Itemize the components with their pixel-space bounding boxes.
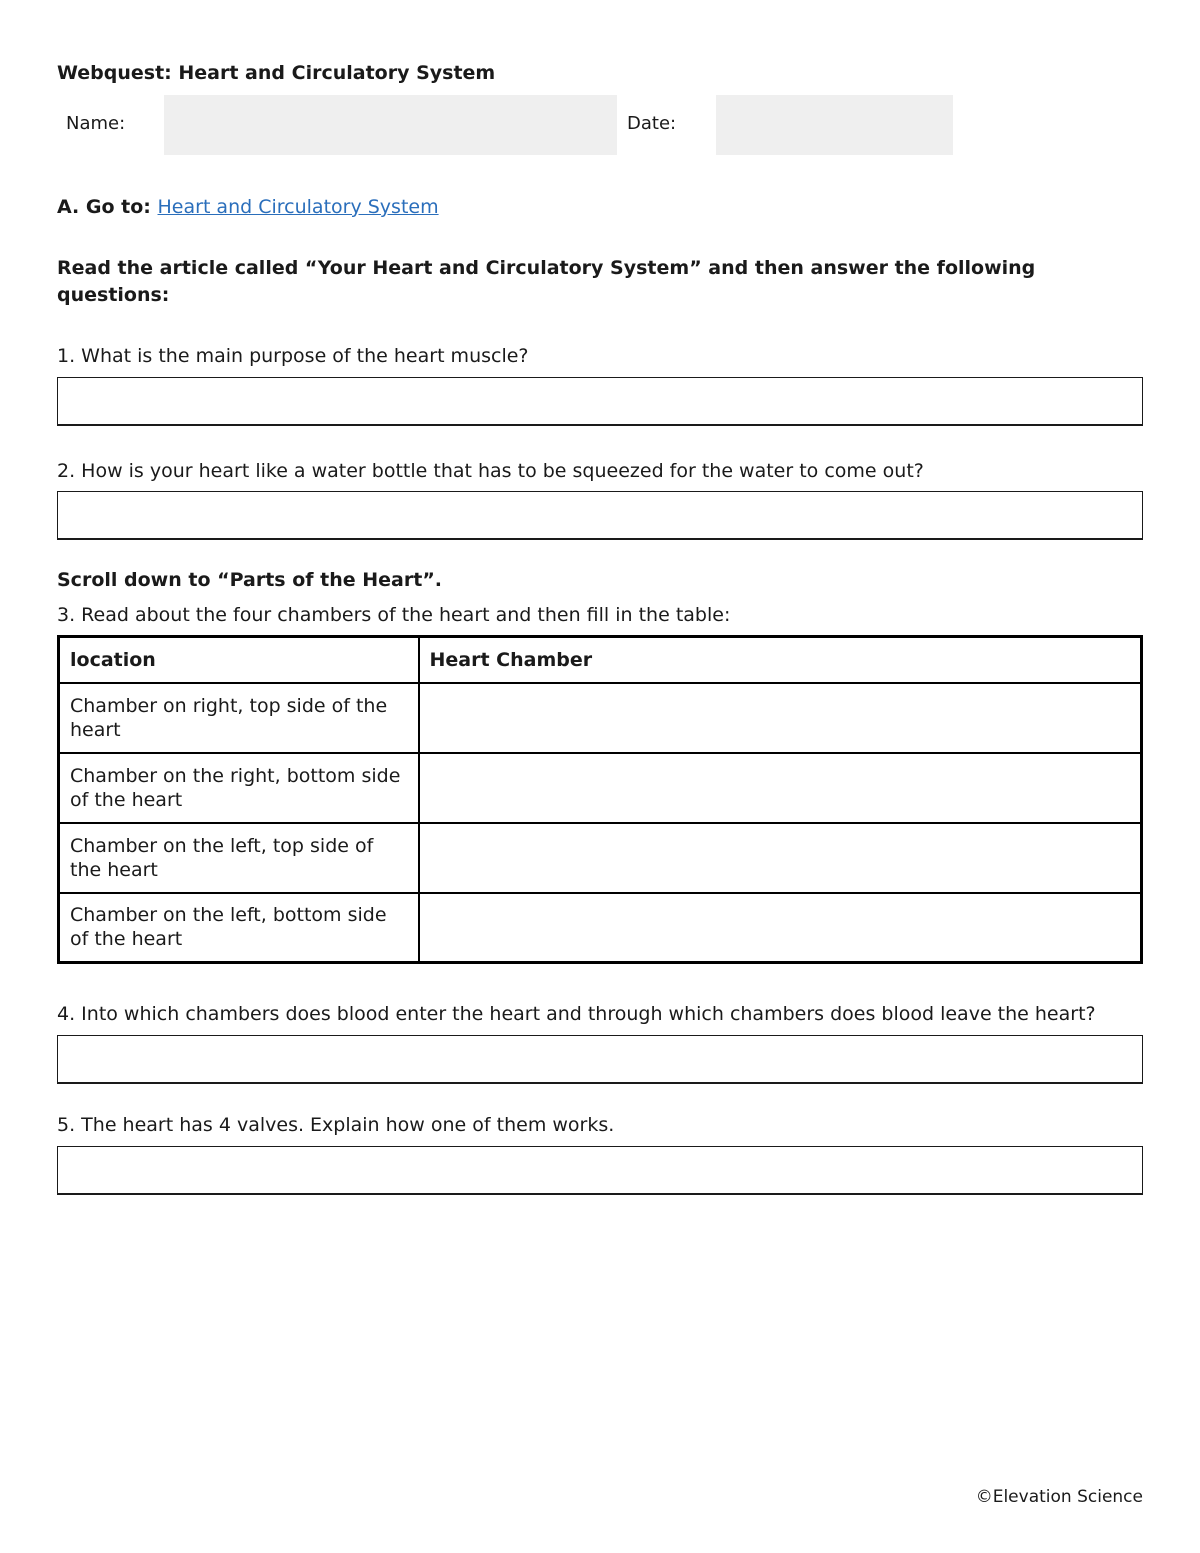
instructions: Read the article called “Your Heart and Circulatory System” and then answer the following questions: [57,257,1036,306]
answer-4-box[interactable] [57,1035,1143,1084]
date-label: Date: [627,113,677,134]
table-row [59,893,1142,963]
section-heading: Scroll down to “Parts of the Heart”. [57,569,443,591]
heart-circulatory-link[interactable]: Heart and Circulatory System [157,196,439,218]
location-cell: Chamber on the left, top side of the heart [59,823,419,893]
location-cell: Chamber on right, top side of the heart [59,683,419,753]
goto-line [57,196,439,218]
goto-prefix: A. Go to: [57,196,158,218]
answer-2-box[interactable] [57,491,1143,540]
chamber-answer-cell[interactable] [419,823,1142,893]
question-3: 3. Read about the four chambers of the heart and then fill in the table: [57,604,731,626]
date-field[interactable] [716,95,953,155]
location-cell: Chamber on the left, bottom side of the heart [59,893,419,963]
name-label: Name: [66,113,126,134]
question-2: 2. How is your heart like a water bottle that has to be squeezed for the water to come out? [57,460,924,482]
name-field[interactable] [164,95,617,155]
table-row [59,753,1142,823]
table-header-row [59,637,1142,683]
chamber-table [57,635,1143,964]
table-row [59,683,1142,753]
table-row [59,823,1142,893]
question-4: 4. Into which chambers does blood enter the heart and through which chambers does blood leave the heart? [57,1003,1096,1025]
chamber-answer-cell[interactable] [419,753,1142,823]
location-header: location [59,637,419,683]
question-1: 1. What is the main purpose of the heart muscle? [57,345,529,367]
copyright-text: ©Elevation Science [975,1487,1143,1507]
chamber-answer-cell[interactable] [419,893,1142,963]
location-cell: Chamber on the right, bottom side of the heart [59,753,419,823]
question-5: 5. The heart has 4 valves. Explain how one of them works. [57,1114,615,1136]
chamber-answer-cell[interactable] [419,683,1142,753]
heart-chamber-header: Heart Chamber [419,637,1142,683]
page-title: Webquest: Heart and Circulatory System [57,62,496,84]
answer-1-box[interactable] [57,377,1143,426]
answer-5-box[interactable] [57,1146,1143,1195]
